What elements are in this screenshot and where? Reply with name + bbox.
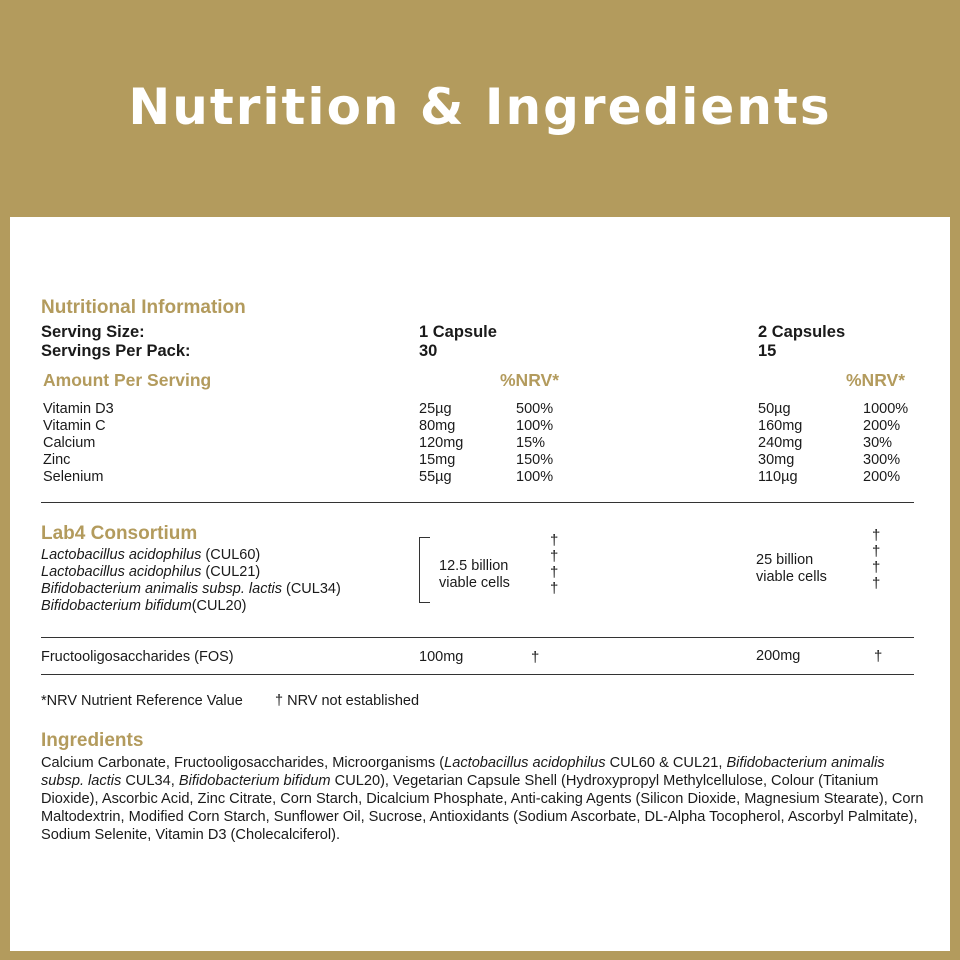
strain-code: (CUL60) xyxy=(201,547,261,563)
ingredients-species: Lactobacillus acidophilus xyxy=(444,755,606,771)
nutrient-amount-2: 30mg xyxy=(758,452,795,468)
footnote-not-established: † NRV not established xyxy=(275,693,420,709)
strain-species: Lactobacillus acidophilus xyxy=(41,564,202,580)
nutrition-panel xyxy=(10,217,950,951)
nutrient-nrv-2: 200% xyxy=(863,469,901,485)
nutrient-amount-1: 80mg xyxy=(419,418,456,434)
ingredients-species: Bifidobacterium animalis subsp. lactis xyxy=(41,755,885,789)
nutrient-amount-1: 25µg xyxy=(419,401,452,417)
nutrient-amount-1: 15mg xyxy=(419,452,456,468)
nutrient-name: Calcium xyxy=(43,435,96,451)
fos-amount-2: 200mg xyxy=(756,648,801,664)
nutrient-nrv-1: 15% xyxy=(516,435,546,451)
nutrient-nrv-2: 1000% xyxy=(863,401,909,417)
nutritional-info-heading: Nutritional Information xyxy=(41,297,246,318)
dagger-symbol: † xyxy=(550,548,559,565)
strain-code: (CUL20) xyxy=(191,598,247,614)
viable-cells-1-line1: 12.5 billion xyxy=(439,558,509,574)
dagger-symbol: † xyxy=(872,527,881,544)
ingredients-text-part: Calcium Carbonate, Fructooligosaccharides, Microorganisms ( xyxy=(41,755,445,771)
fos-amount-1: 100mg xyxy=(419,649,464,665)
dagger-symbol: † xyxy=(550,532,559,549)
nutrient-amount-2: 110µg xyxy=(758,469,798,485)
nutrient-amount-2: 50µg xyxy=(758,401,791,417)
strain-species: Bifidobacterium bifidum xyxy=(41,598,192,614)
nutrient-amount-1: 55µg xyxy=(419,469,452,485)
strain-item xyxy=(41,598,247,615)
nrv-heading-2: %NRV* xyxy=(846,370,906,390)
ingredients-text xyxy=(41,754,931,844)
nutrient-nrv-2: 300% xyxy=(863,452,901,468)
dagger-symbol: † xyxy=(531,649,540,666)
dagger-symbol: † xyxy=(550,564,559,581)
consortium-heading: Lab4 Consortium xyxy=(41,523,198,544)
nutrient-name: Vitamin C xyxy=(43,418,106,434)
nutrient-nrv-2: 200% xyxy=(863,418,901,434)
serving-size-2: 2 Capsules xyxy=(758,323,846,341)
dagger-symbol: † xyxy=(874,648,883,665)
dagger-symbol: † xyxy=(550,580,559,597)
nutrient-nrv-1: 150% xyxy=(516,452,554,468)
dagger-symbol: † xyxy=(872,543,881,560)
strain-code: (CUL21) xyxy=(201,564,261,580)
divider xyxy=(41,502,914,503)
amount-per-serving-heading: Amount Per Serving xyxy=(43,370,212,390)
ingredients-species: Bifidobacterium bifidum xyxy=(178,773,331,789)
viable-cells-1-line2: viable cells xyxy=(439,575,510,591)
strain-item xyxy=(41,547,260,564)
ingredients-heading: Ingredients xyxy=(41,730,144,751)
strain-species: Bifidobacterium animalis subsp. lactis xyxy=(41,581,282,597)
strain-species: Lactobacillus acidophilus xyxy=(41,547,202,563)
nutrient-amount-2: 240mg xyxy=(758,435,803,451)
strain-item xyxy=(41,581,341,598)
viable-cells-2-line2: viable cells xyxy=(756,569,827,585)
nutrient-amount-2: 160mg xyxy=(758,418,803,434)
nutrient-name: Vitamin D3 xyxy=(43,401,114,417)
footnote-nrv: *NRV Nutrient Reference Value xyxy=(41,693,243,709)
nutrient-name: Zinc xyxy=(43,452,71,468)
strain-item xyxy=(41,564,260,581)
ingredients-text-part: CUL34, xyxy=(121,773,179,789)
serving-size-1: 1 Capsule xyxy=(419,323,497,341)
nutrient-nrv-1: 100% xyxy=(516,469,554,485)
fos-name: Fructooligosaccharides (FOS) xyxy=(41,649,234,665)
servings-per-pack-1: 30 xyxy=(419,342,438,360)
nutrient-row xyxy=(43,401,114,418)
dagger-symbol: † xyxy=(872,575,881,592)
servings-per-pack-2: 15 xyxy=(758,342,777,360)
ingredients-text-part: CUL20), Vegetarian Capsule Shell (Hydroxypropyl Methylcellulose, Colour (Titanium Dioxide), Ascorbic Acid, Zinc Citrate, Corn Starch, Dicalcium Phosphate, Anti-caking Agents (Silicon Dioxide, Magnesium Stearate), Corn Maltodextrin, Modified Corn Starch, Sunflower Oil, Sucrose, Antioxidants (Sodium Ascorbate, DL-Alpha Tocopherol, Ascorbyl Palmitate), Sodium Selenite, Vitamin D3 (Cholecalciferol). xyxy=(41,773,924,843)
nutrient-nrv-1: 100% xyxy=(516,418,554,434)
nutrient-nrv-2: 30% xyxy=(863,435,893,451)
strain-code: (CUL34) xyxy=(281,581,341,597)
page-title: Nutrition & Ingredients xyxy=(128,78,832,136)
ingredients-text-part: CUL60 & CUL21, xyxy=(605,755,727,771)
serving-size-label: Serving Size: xyxy=(41,323,145,341)
nutrient-nrv-1: 500% xyxy=(516,401,554,417)
servings-per-pack-label: Servings Per Pack: xyxy=(41,342,191,360)
bracket xyxy=(419,537,430,603)
nrv-heading-1: %NRV* xyxy=(500,370,560,390)
dagger-symbol: † xyxy=(872,559,881,576)
nutrient-name: Selenium xyxy=(43,469,104,485)
viable-cells-2-line1: 25 billion xyxy=(756,552,814,568)
nutrient-amount-1: 120mg xyxy=(419,435,464,451)
divider xyxy=(41,674,914,675)
divider xyxy=(41,637,914,638)
